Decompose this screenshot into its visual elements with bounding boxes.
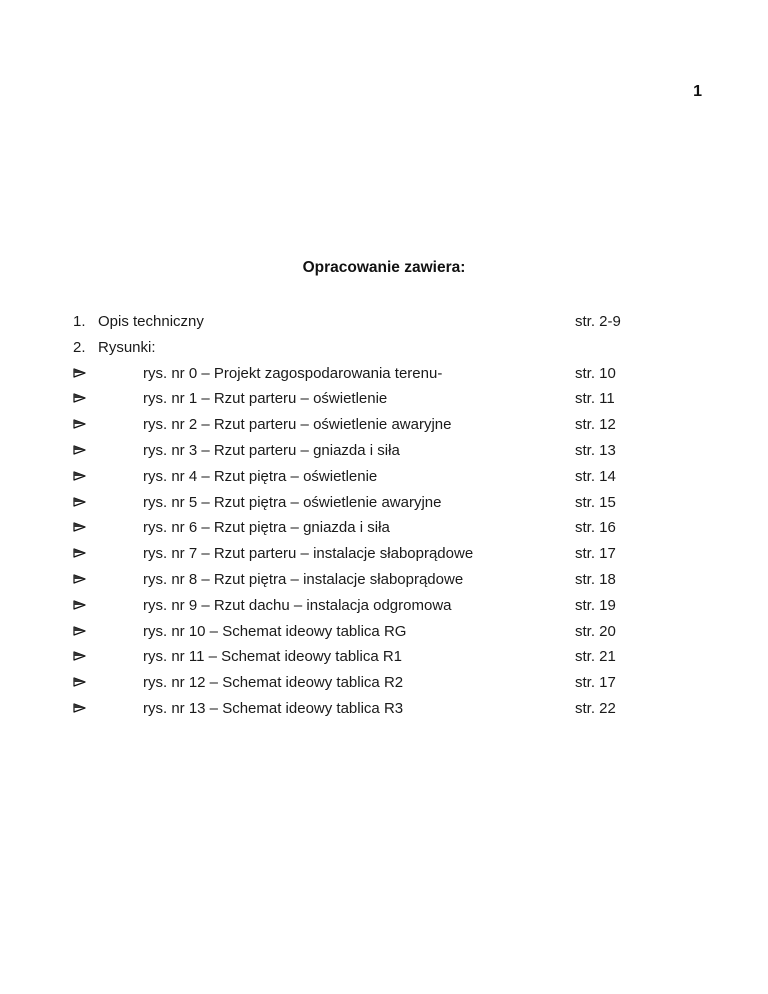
toc-row-marker (73, 412, 86, 438)
toc-row-label: rys. nr 2 – Rzut parteru – oświetlenie awaryjne (143, 416, 452, 434)
toc-row-marker (73, 386, 86, 412)
toc-row-page: str. 22 (575, 699, 616, 717)
arrow-bullet-icon (73, 392, 86, 404)
arrow-bullet-icon (73, 521, 86, 533)
toc-row (73, 412, 633, 438)
arrow-bullet-icon (73, 573, 86, 585)
toc-row-label: rys. nr 12 – Schemat ideowy tablica R2 (143, 674, 404, 692)
toc-row (73, 309, 633, 335)
toc-row-label: rys. nr 8 – Rzut piętra – instalacje słaboprądowe (143, 570, 464, 588)
arrow-bullet-icon (73, 599, 86, 611)
toc-row (73, 464, 633, 490)
toc-row (73, 541, 633, 567)
toc-row-page: str. 21 (575, 648, 616, 666)
arrow-bullet-icon (73, 625, 86, 637)
toc-row-label: rys. nr 3 – Rzut parteru – gniazda i siła (143, 441, 400, 459)
toc-row (73, 593, 633, 619)
arrow-bullet-icon (73, 547, 86, 559)
toc-row-label: Opis techniczny (98, 313, 204, 330)
toc-row-marker (73, 670, 86, 696)
toc-row-page: str. 20 (575, 622, 616, 640)
toc-row-label: rys. nr 1 – Rzut parteru – oświetlenie (143, 390, 388, 408)
toc-row (73, 386, 633, 412)
arrow-bullet-icon (73, 702, 86, 714)
toc-row-marker (73, 541, 86, 567)
toc-row-label: rys. nr 0 – Projekt zagospodarowania terenu- (143, 364, 443, 382)
toc-row-label: rys. nr 13 – Schemat ideowy tablica R3 (143, 699, 404, 717)
page-title: Opracowanie zawiera: (302, 259, 466, 276)
toc-row (73, 670, 633, 696)
toc-row (73, 515, 633, 541)
toc-row-page: str. 14 (575, 467, 616, 485)
toc-row-marker (73, 644, 86, 670)
toc-row-marker (73, 619, 86, 645)
toc-row-page: str. 15 (575, 493, 616, 511)
toc-row-marker (73, 490, 86, 516)
arrow-bullet-icon (73, 650, 86, 662)
toc-row-number: 2. (73, 338, 86, 356)
toc-row-page: str. 19 (575, 596, 616, 614)
toc-row-label: rys. nr 10 – Schemat ideowy tablica RG (143, 622, 407, 640)
arrow-bullet-icon (73, 676, 86, 688)
toc-row-label: rys. nr 4 – Rzut piętra – oświetlenie (143, 467, 378, 485)
toc-row (73, 644, 633, 670)
toc-row-page: str. 10 (575, 364, 616, 382)
toc-row-label: rys. nr 7 – Rzut parteru – instalacje słaboprądowe (143, 545, 474, 563)
toc-row-marker (73, 696, 86, 722)
toc-row-marker (73, 515, 86, 541)
toc-row (73, 438, 633, 464)
toc-row-label: rys. nr 9 – Rzut dachu – instalacja odgromowa (143, 596, 452, 614)
toc-row-label: rys. nr 6 – Rzut piętra – gniazda i siła (143, 519, 390, 537)
toc-row-page: str. 16 (575, 519, 616, 537)
arrow-bullet-icon (73, 470, 86, 482)
arrow-bullet-icon (73, 496, 86, 508)
page-number: 1 (693, 83, 702, 100)
toc-row-marker (73, 361, 86, 387)
toc-row (73, 490, 633, 516)
toc-row-label: rys. nr 5 – Rzut piętra – oświetlenie awaryjne (143, 493, 442, 511)
toc-list (73, 309, 633, 722)
toc-row (73, 567, 633, 593)
toc-row-marker (73, 567, 86, 593)
toc-row (73, 619, 633, 645)
toc-row-marker (73, 464, 86, 490)
toc-row-page: str. 12 (575, 416, 616, 434)
toc-row-page: str. 2-9 (575, 313, 621, 330)
arrow-bullet-icon (73, 444, 86, 456)
toc-row-page: str. 17 (575, 545, 616, 563)
toc-row-marker (73, 309, 86, 335)
toc-row-label: Rysunki: (98, 338, 156, 356)
toc-row-page: str. 11 (575, 390, 615, 408)
toc-row-page: str. 17 (575, 674, 616, 692)
toc-row (73, 335, 633, 361)
arrow-bullet-icon (73, 367, 86, 379)
toc-row-marker (73, 335, 86, 361)
toc-row-number: 1. (73, 313, 86, 330)
arrow-bullet-icon (73, 418, 86, 430)
toc-row (73, 696, 633, 722)
toc-row-marker (73, 438, 86, 464)
toc-row-page: str. 13 (575, 441, 616, 459)
toc-row-label: rys. nr 11 – Schemat ideowy tablica R1 (143, 648, 403, 666)
toc-row (73, 361, 633, 387)
toc-row-page: str. 18 (575, 570, 616, 588)
toc-row-marker (73, 593, 86, 619)
